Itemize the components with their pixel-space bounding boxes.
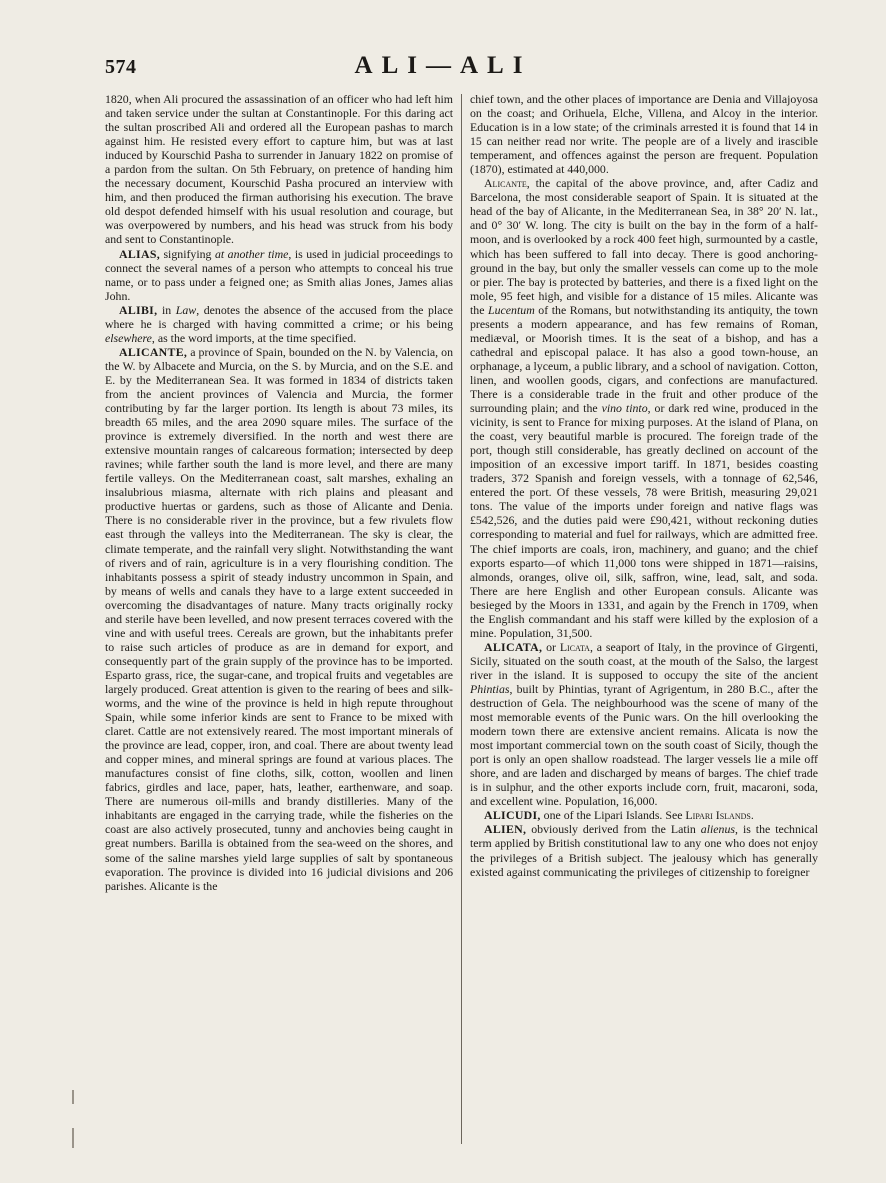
entry-alias: ALIAS, signifying at another time, is used in judicial proceedings to connect the several names of a person who attempts to conceal his true name, or to pass under a feigned one; as Smith alias Jones, James alias John. [105,246,453,303]
headword-alicante: ALICANTE, [119,344,188,359]
entry-alicata: ALICATA, or Licata, a seaport of Italy, in the province of Girgenti, Sicily, situated on the south coast, at the mouth of the Salso, the largest river in the island. It is supposed to occupy the site of the ancient Phintias, built by Phintias, tyrant of Agrigentum, in 280 B.C., after the destruction of Gela. The neighbourhood was the scene of many of the most memorable events of the Punic wars. On the hill overlooking the modern town there are extensive ancient remains. Alicata is now the most important commercial town on the south coast of Sicily, though the port is only an open shallow roadstead. The larger vessels lie a mile off shore, and are laden and discharged by means of barges. The chief trade is in sulphur, and the other exports include corn, fruit, macaroni, soda, and excellent wine. Population, 16,000. [470,639,818,809]
entry-alien: ALIEN, obviously derived from the Latin alienus, is the technical term applied by British constitutional law to any one who does not enjoy the privileges of a British subject. The jealousy which has generally existed against communicating the privileges of citizenship to foreigner [470,822,818,879]
right-column [470,92,818,1144]
headword-alien: ALIEN, [484,822,527,837]
column-rule [461,94,462,1144]
left-column [105,92,453,1144]
paragraph-alicante-continued: chief town, and the other places of importance are Denia and Villajoyosa on the coast; and Orihuela, Elche, Villena, and Alcoy in the interior. Education is in a low state; of the criminals arrested it is found that 14 in 15 can neither read nor write. The people are of a lively and irascible temperament, and offences against the person are frequent. Population (1870), estimated at 440,000. [470,92,818,177]
entry-alicudi: ALICUDI, one of the Lipari Islands. See Lipari Islands. [484,808,754,823]
entry-alicante-province: ALICANTE, a province of Spain, bounded on the N. by Valencia, on the W. by Albacete and Murcia, on the S. by Murcia, and on the S.E. and E. by the Mediterranean Sea. It was formed in 1834 of districts taken from the ancient provinces of Valencia and Murcia, the former contributing by far the larger portion. Its length is about 73 miles, its breadth 65 miles, and the area 2090 square miles. The surface of the province is extremely diversified. In the north and west there are extensive mountain ranges of calcareous formation; intersected by deep ravines; while farther south the land is more level, and there are many fertile valleys. On the Mediterranean coast, salt marshes, exhaling an insalubrious miasma, alternate with rich plains and pleasant and productive huertas or gardens, such as those of Alicante and Denia. There is no considerable river in the province, but a few rivulets flow east through the valleys into the Mediterranean. The sky is clear, the climate temperate, and the rainfall very slight. Notwithstanding the want of rivers and of rain, agriculture is in a very flourishing condition. The inhabitants possess a spirit of steady industry uncommon in Spain, and by means of wells and canals they have to a large extent succeeded in overcoming the disadvantages of nature. Many tracts originally rocky and sterile have been levelled, and now present terraces covered with the vine and with useful trees. Cereals are grown, but the inhabitants prefer to raise such articles of produce as are in demand for export, and consequently part of the grain supply of the province has to be imported. Esparto grass, rice, the sugar-cane, and tropical fruits and vegetables are largely produced. Great attention is given to the rearing of bees and silk-worms, and the wine of the province is held in high repute throughout Spain, while some inferior kinds are sent to France to be mixed with claret. Cattle are not extensively reared. The most important minerals of the province are lead, copper, iron, and coal. There are about twenty lead and copper mines, and mineral springs are found at various places. The manufactures consist of fine cloths, silk, cotton, woollen and linen fabrics, girdles and lace, paper, hats, leather, earthenware, and soap. There are numerous oil-mills and brandy distilleries. Many of the inhabitants are engaged in the carrying trade, while the fisheries on the coast are also actively prosecuted, tunny and anchovies being caught in great numbers. Barilla is obtained from the sea-weed on the shores, and some of the saline marshes yield large supplies of salt by spontaneous evaporation. The province is divided into 16 judicial divisions and 206 parishes. Alicante is the [105,344,453,893]
entry-alicante-city: Alicante, the capital of the above province, and, after Cadiz and Barcelona, the most considerable seaport of Spain. It is situated at the head of the bay of Alicante, in the Mediterranean Sea, in 38° 20′ N. lat., and 0° 30′ W. long. The city is built on the bay in the form of a half-moon, and is overlooked by a rock 400 feet high, surmounted by a castle, which has been suffered to fall into decay. There is good anchoring-ground in the bay, but only the smaller vessels can come up to the mole or pier. The bay is protected by batteries, and there is a fixed light on the mole, 95 feet high, and visible for a distance of 15 miles. Alicante was the Lucentum of the Romans, but notwithstanding its antiquity, the town presents a modern appearance, and has few remains of Roman, mediæval, or Moorish times. It is the seat of a bishop, and has a cathedral and episcopal palace. It has also a good town-house, an orphanage, a lyceum, a public library, and a school of navigation. Cotton, linen, and woollen goods, cigars, and confections are manufactured. There is a considerable trade in the fruit and other produce of the surrounding plain; and the vino tinto, or dark red wine, produced in the vicinity, is sent to France for mixing purposes. At the island of Plana, on the coast, very beautiful marble is procured. The foreign trade of the port, though still considerable, has greatly declined on account of the imposition of an excessive import tariff. In 1871, besides coasting traders, 372 Spanish and foreign vessels, with a tonnage of 62,546, entered the port. Of these vessels, 78 were British, measuring 29,021 tons. The value of the imports under foreign and native flags was £542,526, and the duties paid were £90,421, without reckoning duties corresponding to material and fuel for railways, which are admitted free. The chief imports are coals, iron, machinery, and guano; and the chief exports esparto—of which 11,000 tons were shipped in 1871—raisins, almonds, oranges, olive oil, silk, saffron, wine, lead, salt, and soda. There are here English and other European consuls. Alicante was besieged by the Moors in 1331, and again by the French in 1709, when the English commandant and his staff were killed by the explosion of a mine. Population, 31,500. [470,176,818,640]
headword-alicudi: ALICUDI, [484,808,541,823]
entry-alibi: ALIBI, in Law, denotes the absence of the accused from the place where he is charged with having committed a crime; or his being elsewhere, as the word imports, at the time specified. [105,302,453,345]
paragraph-ali-continued: 1820, when Ali procured the assassination of an officer who had left him and taken service under the sultan at Constantinople. For this daring act the sultan proscribed Ali and ordered all the European pashas to march against him. He resisted every effort to capture him, but was at last induced by Kourschid Pasha to surrender in January 1822 on promise of a pardon from the sultan. On 5th February, on pretence of handing him the necessary document, Kourschid Pasha procured an interview with him, and then produced the firman authorising his execution. The brave old despot defended himself with his usual resolution and courage, but was overpowered by numbers, and his head was struck from his body and sent to Constantinople. [105,92,453,247]
running-head: ALI—ALI [354,52,532,79]
scan-margin-mark [72,1128,74,1148]
headword-alibi: ALIBI, [119,302,158,317]
headword-alicante-city: Alicante, [484,176,530,191]
headword-alias: ALIAS, [119,246,160,261]
page-number: 574 [105,56,137,78]
scan-margin-mark [72,1090,74,1104]
headword-alicata: ALICATA, [484,639,543,654]
